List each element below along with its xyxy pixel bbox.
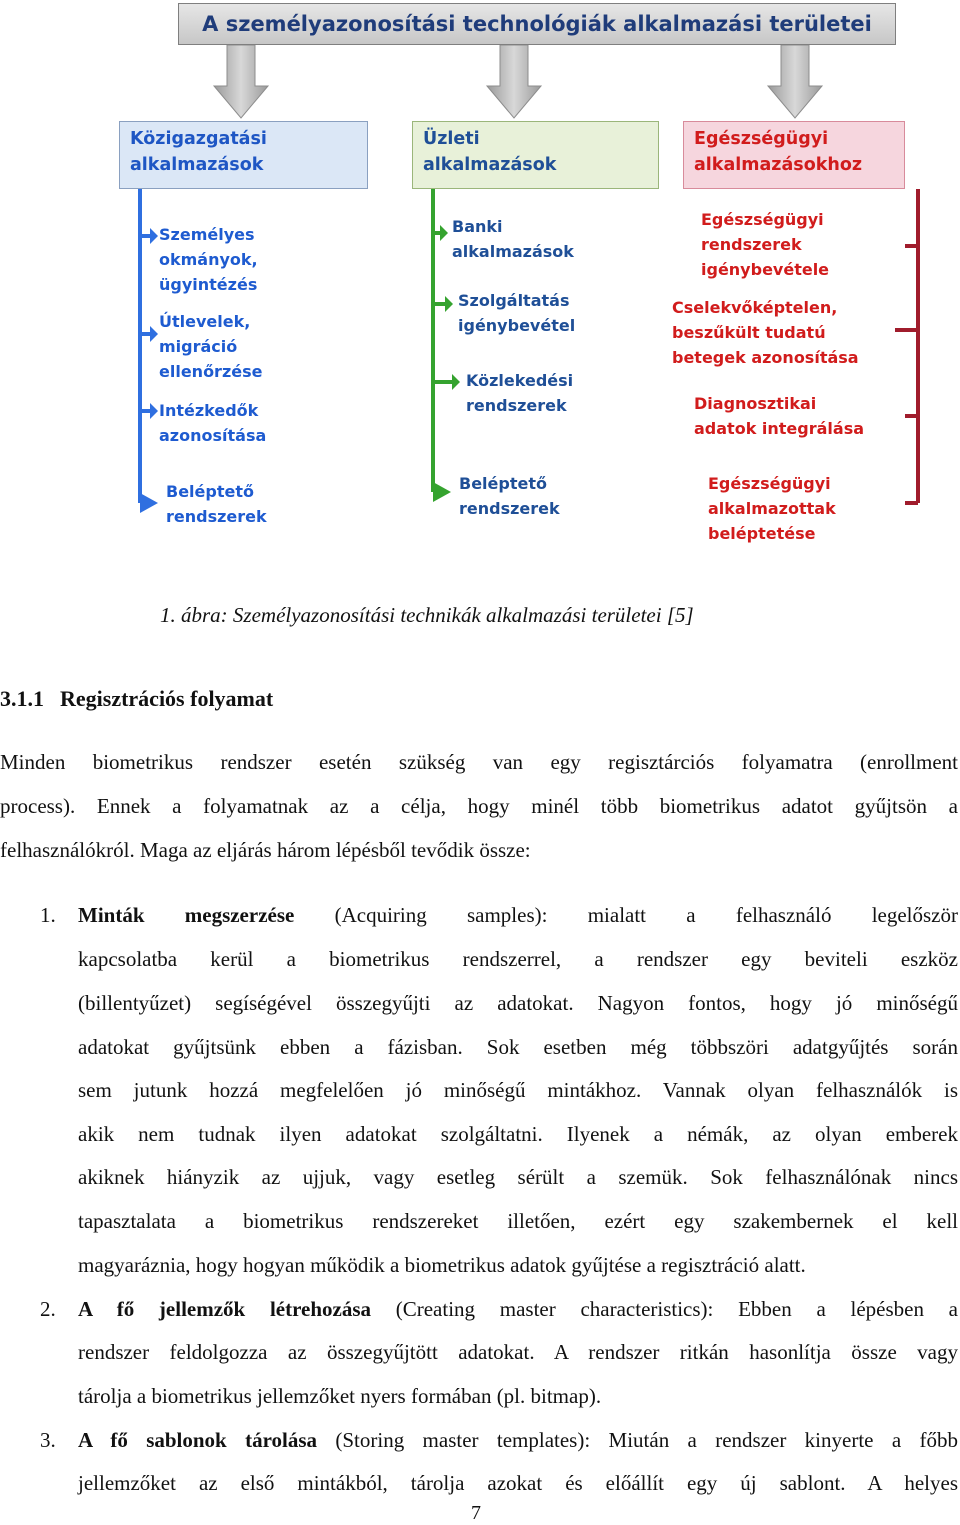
intro-line: Minden biometrikus rendszer esetén szükség van egy regisztárciós folyamatra (enrollment [0, 750, 958, 774]
diagram-item: Beléptető rendszerek [459, 474, 560, 518]
category-healthcare [683, 121, 905, 189]
blue-bracket [140, 189, 150, 503]
blue-arrowhead-mid [150, 326, 158, 342]
list-line: akiknek hiányzik az ujjuk, vagy esetleg sérült a szemük. Sok felhasználónak nincs [78, 1165, 958, 1189]
section-heading [0, 686, 289, 712]
list-line: akik nem tudnak ilyen adatokat szolgáltatni. Ilyenek a némák, az olyan emberek [78, 1122, 958, 1146]
diagram-item: Diagnosztikai adatok integrálása [694, 394, 865, 438]
blue-arrowhead-low [150, 403, 158, 419]
intro-line: process). Ennek a folyamatnak az a célja, hogy minél több biometrikus adatot gyűjtsön a [0, 794, 958, 818]
list-first-rest: (Acquiring samples): mialatt a felhasználó legelőször [294, 903, 958, 927]
red-bracket [895, 189, 918, 503]
application-areas-diagram [0, 0, 960, 560]
figure-caption: 1. ábra: Személyazonosítási technikák alkalmazási területei [5] [160, 603, 694, 627]
green-arrowhead [433, 482, 451, 502]
list-line: adatokat gyűjtsünk ebben a fázisban. Sok esetben még többszöri adatgyűjtés során [78, 1035, 958, 1059]
green-arrowhead-low [452, 374, 460, 390]
blue-arrowhead [140, 493, 158, 513]
diagram-item: Intézkedők azonosítása [159, 401, 267, 445]
diagram-item: Beléptető rendszerek [166, 482, 267, 526]
category-business [412, 121, 659, 189]
blue-arrowhead-top [150, 228, 158, 244]
list-line: tárolja a biometrikus jellemzőket nyers formában (pl. bitmap). [78, 1384, 602, 1408]
down-arrow-center [487, 45, 541, 118]
section-title: Regisztrációs folyamat [60, 686, 274, 711]
list-first-line [78, 1297, 958, 1322]
list-line: kapcsolatba kerül a biometrikus rendszerrel, a rendszer egy beviteli eszköz [78, 947, 958, 971]
list-number: 1. [40, 903, 56, 927]
diagram-item: Útlevelek, migráció ellenőrzése [159, 312, 263, 381]
list-line: (billentyűzet) segíségével összegyűjti az adatokat. Nagyon fontos, hogy jó minőségű [78, 991, 958, 1015]
list-line: magyaráznia, hogy hogyan működik a biometrikus adatok gyűjtése a regisztráció alatt. [78, 1253, 806, 1277]
list-term: A fő jellemzők létrehozása [78, 1297, 372, 1321]
list-first-rest: (Creating master characteristics): Ebben a lépésben a [371, 1297, 958, 1321]
category-label: Közigazgatási alkalmazások [130, 129, 267, 175]
diagram-item: Egészségügyi rendszerek igénybevétele [701, 210, 830, 279]
diagram-item: Személyes okmányok, ügyintézés [159, 225, 258, 294]
category-label: Üzleti alkalmazások [423, 129, 557, 175]
diagram-title: A személyazonosítási technológiák alkalmazási területei [178, 3, 896, 45]
category-public-administration [119, 121, 368, 189]
green-arrowhead-mid [445, 296, 453, 312]
list-number: 3. [40, 1428, 56, 1452]
list-line: sem jutunk hozzá megfelelően jó minőségű mintákhoz. Vannak olyan felhasználók is [78, 1078, 958, 1102]
green-arrowhead-top [440, 225, 448, 241]
list-line: tapasztalata a biometrikus rendszereket illetően, ezért egy szakembernek el kell [78, 1209, 958, 1233]
down-arrow-left [214, 45, 268, 118]
list-line: jellemzőket az első mintákból, tárolja azokat és előállít egy új sablont. A helyes [78, 1471, 958, 1495]
intro-line: felhasználókról. Maga az eljárás három lépésből tevődik össze: [0, 838, 531, 862]
diagram-item: Egészségügyi alkalmazottak beléptetése [708, 474, 836, 543]
page-number: 7 [471, 1502, 481, 1524]
list-number: 2. [40, 1297, 56, 1321]
section-number: 3.1.1 [0, 686, 44, 711]
list-term: A fő sablonok tárolása [78, 1428, 318, 1452]
list-term: Minták megszerzése [78, 903, 295, 927]
category-label: Egészségügyi alkalmazásokhoz [694, 129, 863, 175]
diagram-item: Közlekedési rendszerek [466, 371, 574, 415]
down-arrow-right [768, 45, 822, 118]
diagram-item: Banki alkalmazások [452, 217, 574, 261]
list-first-line [78, 1428, 958, 1453]
list-first-line [78, 903, 958, 928]
list-line: rendszer feldolgozza az összegyűjtött adatokat. A rendszer ritkán hasonlítja össze vagy [78, 1340, 958, 1364]
diagram-item: Cselekvőképtelen, beszűkült tudatú betegek azonosítása [672, 298, 859, 367]
diagram-item: Szolgáltatás igénybevétel [458, 291, 576, 335]
list-first-rest: (Storing master templates): Miután a rendszer kinyerte a főbb [317, 1428, 958, 1452]
